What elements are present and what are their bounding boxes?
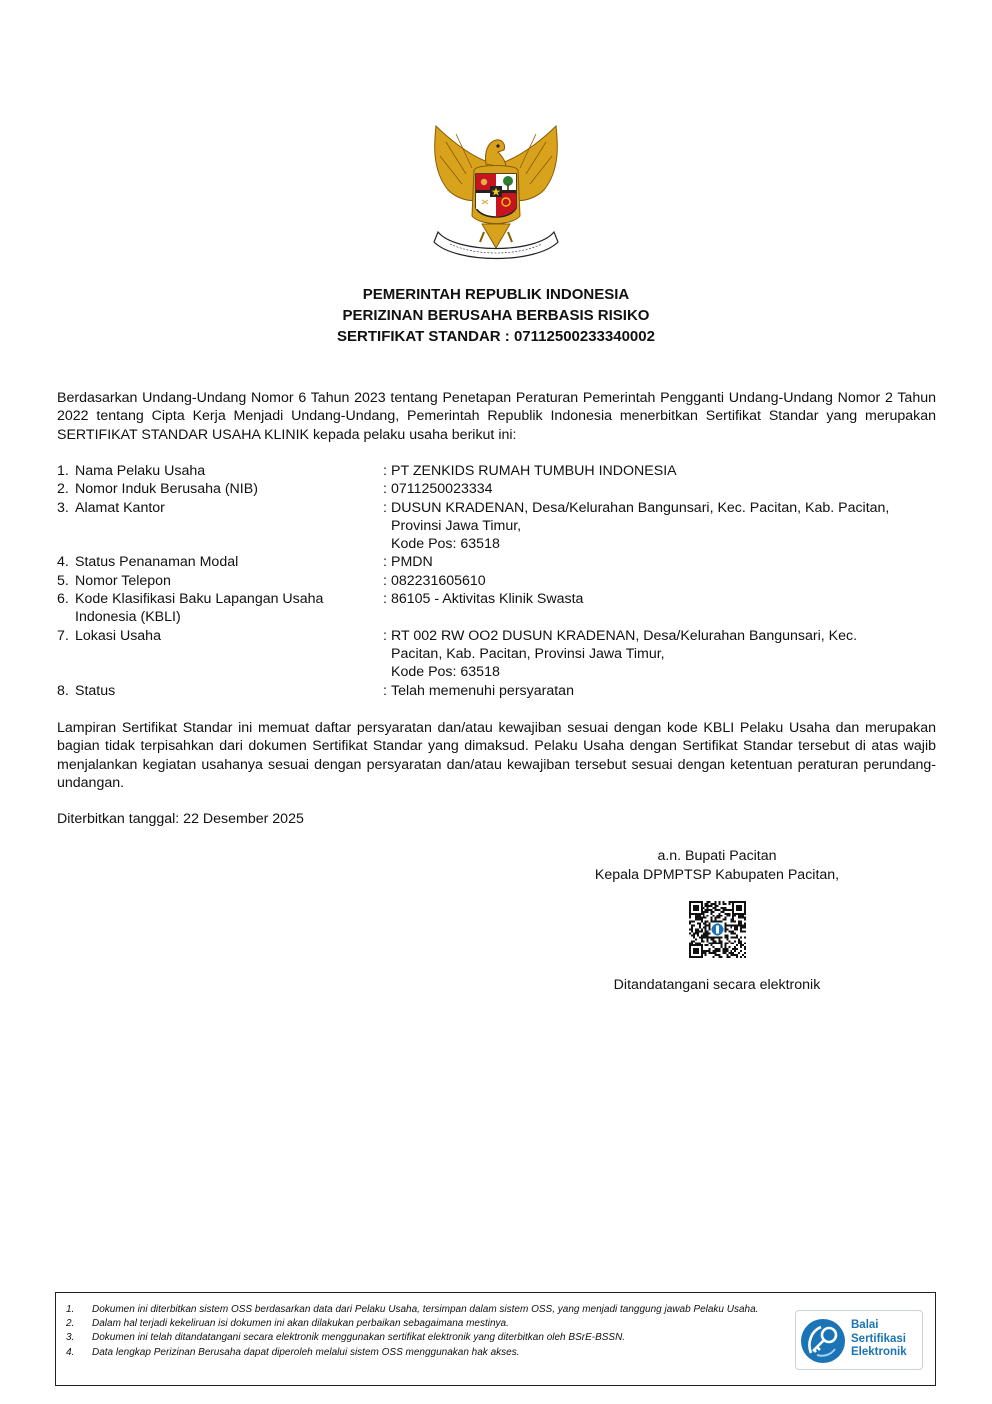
business-details-list [57,462,937,700]
item-value: Telah memenuhi persyaratan [391,682,574,699]
signatory-title: Kepala DPMPTSP Kabupaten Pacitan, [594,867,840,883]
note-number: 1. [66,1304,75,1315]
item-label: Nomor Telepon [75,572,171,589]
note-text: Dalam hal terjadi kekeliruan isi dokumen ini akan dilakukan perbaikan sebagaimana mestinya. [92,1318,509,1330]
issued-date: Diterbitkan tanggal: 22 Desember 2025 [57,811,304,827]
item-number: 8. [57,682,69,699]
item-label: Lokasi Usaha [75,627,161,644]
item-number: 5. [57,572,69,589]
item-value: DUSUN KRADENAN, Desa/Kelurahan Bangunsari, Kec. Pacitan, Kab. Pacitan, [391,499,890,516]
item-number: 4. [57,554,69,571]
bsre-line3: Elektronik [851,1346,907,1358]
item-value: 082231605610 [391,572,486,589]
bsre-line2: Sertifikasi [851,1332,906,1345]
item-number: 1. [57,463,69,479]
list-item [66,1317,790,1331]
header-certificate-number: SERTIFIKAT STANDAR : 07112500233340002 [337,328,655,345]
item-value: 86105 - Aktivitas Klinik Swasta [391,591,584,608]
bsre-key-icon [799,1317,847,1365]
signature-block [560,847,874,885]
item-number: 3. [57,499,69,516]
item-label: Alamat Kantor [75,499,165,516]
item-value: Kode Pos: 63518 [391,536,500,553]
list-item: 5. Nomor Telepon : 082231605610 [57,572,937,590]
list-item: 7. Lokasi Usaha : RT 002 RW OO2 DUSUN KRADENAN, Desa/Kelurahan Bangunsari, Kec. Pacitan, Kab. Pacitan, Provinsi Jawa Timur, Kode Pos: 63518 [57,627,937,682]
note-number: 4. [66,1346,75,1358]
item-label: Kode Klasifikasi Baku Lapangan Usaha Indonesia (KBLI) [75,591,324,626]
list-item [66,1346,790,1360]
header-government: PEMERINTAH REPUBLIK INDONESIA [362,286,630,303]
bsre-line1: Balai [851,1319,879,1331]
item-value: Pacitan, Kab. Pacitan, Provinsi Jawa Timur, [391,645,665,662]
signatory-on-behalf: a.n. Bupati Pacitan [657,848,777,864]
list-item: 3. Alamat Kantor : DUSUN KRADENAN, Desa/Kelurahan Bangunsari, Kec. Pacitan, Kab. Pacitan, Provinsi Jawa Timur, Kode Pos: 63518 [57,499,937,554]
item-number: 6. [57,591,69,608]
item-value: PMDN [391,554,433,571]
item-number: 2. [57,481,69,498]
intro-paragraph: Berdasarkan Undang-Undang Nomor 6 Tahun 2023 tentang Penetapan Peraturan Pemerintah Pengganti Undang-Undang Nomor 2 Tahun 2022 tentang Cipta Kerja Menjadi Undang-Undang, Pemerintah Republik Indonesia menerbitkan Sertifikat Standar yang merupakan SERTIFIKAT STANDAR USAHA KLINIK kepada pelaku usaha berikut ini: [57,390,936,443]
item-value: 0711250023334 [391,481,493,498]
attachment-paragraph: Lampiran Sertifikat Standar ini memuat daftar persyaratan dan/atau kewajiban sesuai dengan kode KBLI Pelaku Usaha dan merupakan bagian tidak terpisahkan dari dokumen Sertifikat Standar yang dimaksud. Pelaku Usaha dengan Sertifikat Standar tersebut di atas wajib menjalankan kegiatan usahanya sesuai dengan persyaratan dan/atau kewajiban tersebut sesuai dengan ketentuan peraturan perundang-undangan. [57,720,936,791]
list-item: 8. Status : Telah memenuhi persyaratan [57,682,937,700]
garuda-emblem-icon [426,124,566,266]
item-label: Nama Pelaku Usaha [75,463,206,479]
document-header [0,284,992,347]
item-label: Status [75,682,116,699]
list-item: 1. Nama Pelaku Usaha : PT ZENKIDS RUMAH TUMBUH INDONESIA [57,462,937,480]
footer-notes-box [55,1292,936,1386]
header-permit-type: PERIZINAN BERUSAHA BERBASIS RISIKO [342,307,650,324]
note-text: Dokumen ini telah ditandatangani secara elektronik menggunakan sertifikat elektronik yang diterbitkan oleh BSrE-BSSN. [92,1332,626,1344]
item-value: RT 002 RW OO2 DUSUN KRADENAN, Desa/Kelurahan Bangunsari, Kec. [391,627,858,644]
electronic-signature-note: Ditandatangani secara elektronik [613,977,821,993]
item-value: Provinsi Jawa Timur, [391,517,522,534]
list-item [66,1331,790,1345]
qr-code-icon [689,901,746,958]
item-value: Kode Pos: 63518 [391,664,500,681]
bsre-logo-text [851,1319,907,1360]
note-text: Data lengkap Perizinan Berusaha dapat diperoleh melalui sistem OSS menggunakan hak akses. [92,1346,520,1358]
list-item: 6. Kode Klasifikasi Baku Lapangan Usaha Indonesia (KBLI) : 86105 - Aktivitas Klinik Swasta [57,590,937,627]
note-number: 3. [66,1332,75,1344]
list-item [66,1303,790,1317]
item-label: Status Penanaman Modal [75,554,239,571]
list-item: 4. Status Penanaman Modal : PMDN [57,553,937,571]
item-value: PT ZENKIDS RUMAH TUMBUH INDONESIA [391,463,677,479]
item-number: 7. [57,627,69,644]
list-item: 2. Nomor Induk Berusaha (NIB) : 0711250023334 [57,480,937,498]
note-number: 2. [66,1318,75,1330]
note-text: Dokumen ini diterbitkan sistem OSS berdasarkan data dari Pelaku Usaha, tersimpan dalam sistem OSS, yang menjadi tanggung jawab Pelaku Usaha. [92,1304,759,1315]
bsre-logo [795,1310,923,1370]
footer-notes-list [66,1303,790,1360]
item-label: Nomor Induk Berusaha (NIB) [75,481,258,498]
